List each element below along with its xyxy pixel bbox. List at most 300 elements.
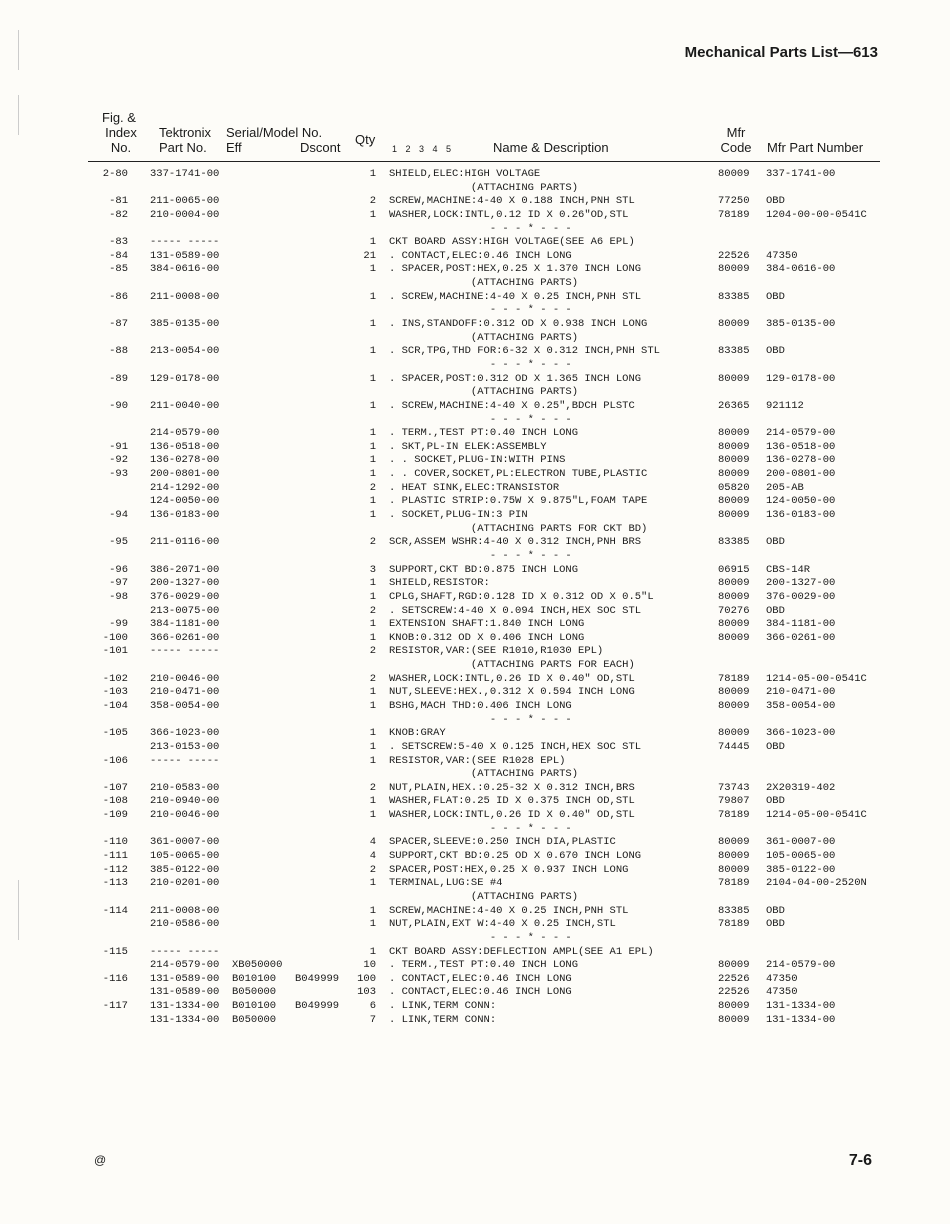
- cell-part-no: 211-0008-00: [150, 904, 220, 917]
- cell-description: - - - * - - -: [389, 358, 572, 371]
- table-row: [0, 959, 950, 973]
- cell-description: (ATTACHING PARTS FOR EACH): [389, 659, 635, 672]
- cell-description: WASHER,LOCK:INTL,0.26 ID X 0.40" OD,STL: [389, 672, 635, 685]
- cell-part-no: 136-0518-00: [150, 440, 220, 453]
- header-mfr-code: [718, 125, 754, 155]
- cell-qty: 1: [369, 440, 376, 453]
- cell-part-no: 211-0065-00: [150, 195, 220, 208]
- cell-mfr-part-number: 136-0278-00: [766, 454, 836, 467]
- cell-description: . CONTACT,ELEC:0.46 INCH LONG: [389, 986, 572, 999]
- cell-part-no: ----- -----: [150, 945, 220, 958]
- cell-description: . LINK,TERM CONN:: [389, 1000, 497, 1013]
- cell-description: TERMINAL,LUG:SE #4: [389, 877, 503, 890]
- cell-mfr-part-number: 136-0518-00: [766, 440, 836, 453]
- cell-part-no: 131-0589-00: [150, 972, 220, 985]
- header-qty: Qty: [355, 132, 376, 147]
- cell-part-no: 200-1327-00: [150, 577, 220, 590]
- cell-mfr-part-number: 124-0050-00: [766, 495, 836, 508]
- cell-mfr-code: 80009: [718, 699, 750, 712]
- cell-mfr-code: 80009: [718, 686, 750, 699]
- table-row: [0, 836, 950, 850]
- cell-index-no: -100: [102, 631, 128, 644]
- cell-mfr-code: 83385: [718, 536, 750, 549]
- cell-mfr-code: 78189: [718, 672, 750, 685]
- cell-description: SCREW,MACHINE:4-40 X 0.25 INCH,PNH STL: [389, 904, 629, 917]
- cell-description: BSHG,MACH THD:0.406 INCH LONG: [389, 699, 572, 712]
- cell-description: NUT,PLAIN,EXT W:4-40 X 0.25 INCH,STL: [389, 918, 616, 931]
- cell-part-no: 366-1023-00: [150, 727, 220, 740]
- cell-mfr-code: 79807: [718, 795, 750, 808]
- cell-mfr-part-number: 366-0261-00: [766, 631, 836, 644]
- cell-mfr-part-number: 385-0122-00: [766, 863, 836, 876]
- cell-description: . TERM.,TEST PT:0.40 INCH LONG: [389, 959, 579, 972]
- cell-part-no: 210-0583-00: [150, 781, 220, 794]
- cell-mfr-code: 80009: [718, 959, 750, 972]
- table-row: [0, 618, 950, 632]
- cell-mfr-code: 80009: [718, 1013, 750, 1026]
- cell-mfr-code: 05820: [718, 481, 750, 494]
- cell-description: . SETSCREW:5-40 X 0.125 INCH,HEX SOC STL: [389, 740, 642, 753]
- cell-description: CKT BOARD ASSY:DEFLECTION AMPL(SEE A1 EPL): [389, 945, 654, 958]
- cell-description: (ATTACHING PARTS): [389, 181, 579, 194]
- cell-qty: 1: [369, 509, 376, 522]
- table-row: [0, 877, 950, 891]
- table-row: [0, 591, 950, 605]
- cell-mfr-part-number: 105-0065-00: [766, 850, 836, 863]
- cell-index-no: -94: [109, 509, 128, 522]
- cell-qty: 1: [369, 577, 376, 590]
- cell-part-no: 124-0050-00: [150, 495, 220, 508]
- cell-description: (ATTACHING PARTS): [389, 768, 579, 781]
- cell-mfr-code: 22526: [718, 249, 750, 262]
- cell-mfr-code: 22526: [718, 972, 750, 985]
- table-row: [0, 291, 950, 305]
- cell-qty: 1: [369, 168, 376, 180]
- cell-description: NUT,PLAIN,HEX.:0.25-32 X 0.312 INCH,BRS: [389, 781, 635, 794]
- cell-part-no: 131-1334-00: [150, 1013, 220, 1026]
- cell-mfr-code: 80009: [718, 631, 750, 644]
- table-row: [0, 864, 950, 878]
- cell-index-no: -88: [109, 345, 128, 358]
- table-row: [0, 932, 950, 946]
- cell-description: - - - * - - -: [389, 222, 572, 235]
- header-tek-line2: Part No.: [159, 140, 207, 155]
- cell-part-no: ----- -----: [150, 645, 220, 658]
- cell-part-no: 213-0075-00: [150, 604, 220, 617]
- cell-qty: 2: [369, 195, 376, 208]
- cell-qty: 1: [369, 809, 376, 822]
- cell-part-no: 211-0116-00: [150, 536, 220, 549]
- cell-description: . SCREW,MACHINE:4-40 X 0.25 INCH,PNH STL: [389, 290, 642, 303]
- cell-mfr-part-number: 200-0801-00: [766, 468, 836, 481]
- cell-index-no: -97: [109, 577, 128, 590]
- header-name-description: Name & Description: [493, 140, 609, 155]
- cell-mfr-part-number: 376-0029-00: [766, 590, 836, 603]
- cell-description: . SPACER,POST:0.312 OD X 1.365 INCH LONG: [389, 372, 642, 385]
- table-row: [0, 946, 950, 960]
- cell-part-no: 358-0054-00: [150, 699, 220, 712]
- cell-part-no: 210-0586-00: [150, 918, 220, 931]
- cell-qty: 2: [369, 672, 376, 685]
- cell-mfr-code: 80009: [718, 263, 750, 276]
- cell-description: RESISTOR,VAR:(SEE R1028 EPL): [389, 754, 566, 767]
- cell-description: SUPPORT,CKT BD:0.875 INCH LONG: [389, 563, 579, 576]
- cell-description: . SKT,PL-IN ELEK:ASSEMBLY: [389, 440, 547, 453]
- cell-mfr-part-number: 337-1741-00: [766, 168, 836, 180]
- cell-index-no: -109: [102, 809, 128, 822]
- header-mfr-line2: Code: [720, 140, 752, 155]
- cell-part-no: 385-0135-00: [150, 318, 220, 331]
- table-row: [0, 536, 950, 550]
- cell-description: (ATTACHING PARTS): [389, 277, 579, 290]
- cell-mfr-part-number: 47350: [766, 986, 798, 999]
- table-row: [0, 605, 950, 619]
- cell-qty: 10: [363, 959, 376, 972]
- cell-index-no: -86: [109, 290, 128, 303]
- cell-qty: 6: [369, 1000, 376, 1013]
- cell-qty: 2: [369, 645, 376, 658]
- table-row: [0, 918, 950, 932]
- table-row: [0, 700, 950, 714]
- cell-part-no: 376-0029-00: [150, 590, 220, 603]
- cell-qty: 1: [369, 236, 376, 249]
- table-row: [0, 564, 950, 578]
- table-row: [0, 263, 950, 277]
- table-row: [0, 427, 950, 441]
- header-tek-line1: Tektronix: [159, 125, 212, 140]
- cell-mfr-part-number: OBD: [766, 795, 785, 808]
- cell-part-no: 210-0940-00: [150, 795, 220, 808]
- cell-part-no: 213-0054-00: [150, 345, 220, 358]
- cell-qty: 1: [369, 468, 376, 481]
- table-row: [0, 332, 950, 346]
- cell-qty: 1: [369, 290, 376, 303]
- table-row: [0, 277, 950, 291]
- cell-index-no: -103: [102, 686, 128, 699]
- cell-description: . SCR,TPG,THD FOR:6-32 X 0.312 INCH,PNH STL: [389, 345, 660, 358]
- cell-description: . SOCKET,PLUG-IN:3 PIN: [389, 509, 528, 522]
- table-row: [0, 741, 950, 755]
- cell-mfr-code: 06915: [718, 563, 750, 576]
- cell-index-no: -93: [109, 468, 128, 481]
- cell-index-no: -106: [102, 754, 128, 767]
- cell-description: SUPPORT,CKT BD:0.25 OD X 0.670 INCH LONG: [389, 850, 642, 863]
- cell-mfr-code: 83385: [718, 290, 750, 303]
- cell-mfr-part-number: 131-1334-00: [766, 1013, 836, 1026]
- cell-mfr-part-number: OBD: [766, 604, 785, 617]
- table-row: [0, 509, 950, 523]
- cell-mfr-code: 80009: [718, 850, 750, 863]
- table-row: [0, 755, 950, 769]
- table-row: [0, 673, 950, 687]
- table-row: [0, 686, 950, 700]
- cell-mfr-part-number: 1204-00-00-0541C: [766, 208, 867, 221]
- table-row: [0, 714, 950, 728]
- cell-part-no: 214-0579-00: [150, 959, 220, 972]
- cell-qty: 1: [369, 263, 376, 276]
- cell-part-no: 136-0183-00: [150, 509, 220, 522]
- table-row: [0, 645, 950, 659]
- cell-qty: 100: [357, 972, 376, 985]
- header-fig-line2: Index: [105, 125, 137, 140]
- cell-serial-eff: B010100: [232, 1000, 277, 1013]
- cell-description: SCREW,MACHINE:4-40 X 0.188 INCH,PNH STL: [389, 195, 635, 208]
- cell-index-no: -95: [109, 536, 128, 549]
- scan-edge-mark: [18, 30, 19, 70]
- cell-mfr-part-number: 361-0007-00: [766, 836, 836, 849]
- cell-description: . TERM.,TEST PT:0.40 INCH LONG: [389, 427, 579, 440]
- table-row: [0, 986, 950, 1000]
- header-fig-index: [96, 110, 146, 155]
- cell-qty: 7: [369, 1013, 376, 1026]
- cell-mfr-part-number: 1214-05-00-0541C: [766, 672, 867, 685]
- cell-index-no: -108: [102, 795, 128, 808]
- cell-mfr-code: 80009: [718, 440, 750, 453]
- cell-description: - - - * - - -: [389, 713, 572, 726]
- cell-description: (ATTACHING PARTS FOR CKT BD): [389, 522, 648, 535]
- header-mfr-line1: Mfr: [726, 125, 746, 140]
- cell-description: . PLASTIC STRIP:0.75W X 9.875"L,FOAM TAPE: [389, 495, 648, 508]
- header-serial-model: Serial/Model No.: [226, 125, 323, 140]
- cell-description: NUT,SLEEVE:HEX.,0.312 X 0.594 INCH LONG: [389, 686, 635, 699]
- table-row: [0, 768, 950, 782]
- cell-description: RESISTOR,VAR:(SEE R1010,R1030 EPL): [389, 645, 604, 658]
- cell-description: . . SOCKET,PLUG-IN:WITH PINS: [389, 454, 566, 467]
- cell-index-no: -116: [102, 972, 128, 985]
- table-row: [0, 209, 950, 223]
- cell-part-no: 105-0065-00: [150, 850, 220, 863]
- cell-index-no: -87: [109, 318, 128, 331]
- cell-qty: 1: [369, 618, 376, 631]
- table-row: [0, 195, 950, 209]
- cell-qty: 2: [369, 604, 376, 617]
- cell-index-no: -83: [109, 236, 128, 249]
- table-row: [0, 318, 950, 332]
- cell-description: . . COVER,SOCKET,PL:ELECTRON TUBE,PLASTIC: [389, 468, 648, 481]
- cell-index-no: -110: [102, 836, 128, 849]
- cell-part-no: 361-0007-00: [150, 836, 220, 849]
- cell-description: WASHER,LOCK:INTL,0.26 ID X 0.40" OD,STL: [389, 809, 635, 822]
- cell-mfr-code: 80009: [718, 468, 750, 481]
- cell-index-no: -82: [109, 208, 128, 221]
- cell-part-no: 131-0589-00: [150, 986, 220, 999]
- cell-index-no: -102: [102, 672, 128, 685]
- header-tek-part: [159, 125, 211, 155]
- cell-part-no: 200-0801-00: [150, 468, 220, 481]
- cell-mfr-code: 70276: [718, 604, 750, 617]
- cell-qty: 1: [369, 631, 376, 644]
- cell-index-no: -84: [109, 249, 128, 262]
- cell-index-no: -85: [109, 263, 128, 276]
- cell-part-no: 366-0261-00: [150, 631, 220, 644]
- cell-mfr-part-number: 210-0471-00: [766, 686, 836, 699]
- table-row: [0, 782, 950, 796]
- cell-part-no: ----- -----: [150, 754, 220, 767]
- table-row: [0, 168, 950, 182]
- cell-description: SHIELD,RESISTOR:: [389, 577, 490, 590]
- cell-description: SHIELD,ELEC:HIGH VOLTAGE: [389, 168, 541, 180]
- cell-description: . INS,STANDOFF:0.312 OD X 0.938 INCH LONG: [389, 318, 648, 331]
- cell-qty: 103: [357, 986, 376, 999]
- cell-serial-eff: XB050000: [232, 959, 283, 972]
- cell-qty: 1: [369, 318, 376, 331]
- cell-mfr-code: 78189: [718, 208, 750, 221]
- cell-part-no: 214-0579-00: [150, 427, 220, 440]
- table-row: [0, 223, 950, 237]
- cell-part-no: 385-0122-00: [150, 863, 220, 876]
- cell-index-no: -91: [109, 440, 128, 453]
- table-row: [0, 1014, 950, 1028]
- cell-description: WASHER,LOCK:INTL,0.12 ID X 0.26"OD,STL: [389, 208, 629, 221]
- cell-qty: 1: [369, 945, 376, 958]
- cell-qty: 1: [369, 372, 376, 385]
- table-row: [0, 482, 950, 496]
- cell-mfr-code: 80009: [718, 509, 750, 522]
- table-row: [0, 386, 950, 400]
- cell-mfr-part-number: 200-1327-00: [766, 577, 836, 590]
- cell-qty: 1: [369, 727, 376, 740]
- cell-qty: 1: [369, 345, 376, 358]
- cell-qty: 1: [369, 208, 376, 221]
- cell-serial-dscont: B049999: [295, 972, 340, 985]
- cell-mfr-part-number: 131-1334-00: [766, 1000, 836, 1013]
- table-row: [0, 905, 950, 919]
- table-row: [0, 400, 950, 414]
- cell-description: . SPACER,POST:HEX,0.25 X 1.370 INCH LONG: [389, 263, 642, 276]
- cell-mfr-code: 83385: [718, 345, 750, 358]
- scan-edge-mark: [18, 95, 19, 135]
- cell-index-no: -89: [109, 372, 128, 385]
- cell-mfr-code: 80009: [718, 168, 750, 180]
- header-rule: [88, 161, 880, 162]
- cell-serial-eff: B050000: [232, 986, 277, 999]
- cell-serial-eff: B010100: [232, 972, 277, 985]
- table-row: [0, 304, 950, 318]
- cell-qty: 2: [369, 536, 376, 549]
- cell-description: - - - * - - -: [389, 931, 572, 944]
- header-fig-line3: No.: [110, 140, 132, 155]
- cell-mfr-part-number: 2X20319-402: [766, 781, 836, 794]
- table-row: [0, 523, 950, 537]
- table-row: [0, 250, 950, 264]
- cell-qty: 1: [369, 399, 376, 412]
- cell-mfr-part-number: 47350: [766, 249, 798, 262]
- cell-mfr-part-number: 384-0616-00: [766, 263, 836, 276]
- cell-description: . LINK,TERM CONN:: [389, 1013, 497, 1026]
- cell-mfr-part-number: 205-AB: [766, 481, 804, 494]
- cell-index-no: -96: [109, 563, 128, 576]
- cell-description: EXTENSION SHAFT:1.840 INCH LONG: [389, 618, 585, 631]
- cell-mfr-code: 26365: [718, 399, 750, 412]
- cell-description: WASHER,FLAT:0.25 ID X 0.375 INCH OD,STL: [389, 795, 635, 808]
- cell-mfr-part-number: 366-1023-00: [766, 727, 836, 740]
- cell-qty: 1: [369, 904, 376, 917]
- cell-mfr-code: 78189: [718, 877, 750, 890]
- cell-mfr-code: 83385: [718, 904, 750, 917]
- table-row: [0, 236, 950, 250]
- cell-mfr-code: 22526: [718, 986, 750, 999]
- cell-mfr-part-number: 1214-05-00-0541C: [766, 809, 867, 822]
- cell-qty: 1: [369, 795, 376, 808]
- cell-part-no: 386-2071-00: [150, 563, 220, 576]
- cell-part-no: 337-1741-00: [150, 168, 220, 180]
- cell-mfr-code: 80009: [718, 836, 750, 849]
- cell-description: CPLG,SHAFT,RGD:0.128 ID X 0.312 OD X 0.5"L: [389, 590, 654, 603]
- cell-qty: 4: [369, 836, 376, 849]
- cell-part-no: 211-0040-00: [150, 399, 220, 412]
- cell-serial-dscont: B049999: [295, 1000, 340, 1013]
- cell-index-no: -101: [102, 645, 128, 658]
- cell-qty: 2: [369, 781, 376, 794]
- footer-mark: @: [94, 1153, 107, 1167]
- cell-index-no: -117: [102, 1000, 128, 1013]
- cell-description: KNOB:GRAY: [389, 727, 446, 740]
- cell-qty: 1: [369, 754, 376, 767]
- table-row: [0, 345, 950, 359]
- cell-index-no: -92: [109, 454, 128, 467]
- cell-description: (ATTACHING PARTS): [389, 331, 579, 344]
- table-row: [0, 632, 950, 646]
- cell-description: KNOB:0.312 OD X 0.406 INCH LONG: [389, 631, 585, 644]
- cell-qty: 1: [369, 740, 376, 753]
- cell-part-no: 131-0589-00: [150, 249, 220, 262]
- cell-description: - - - * - - -: [389, 413, 572, 426]
- cell-description: CKT BOARD ASSY:HIGH VOLTAGE(SEE A6 EPL): [389, 236, 635, 249]
- header-eff: Eff: [226, 140, 242, 155]
- cell-mfr-part-number: 129-0178-00: [766, 372, 836, 385]
- cell-qty: 21: [363, 249, 376, 262]
- cell-serial-eff: B050000: [232, 1013, 277, 1026]
- cell-index-no: -98: [109, 590, 128, 603]
- table-row: [0, 454, 950, 468]
- cell-description: - - - * - - -: [389, 549, 572, 562]
- cell-qty: 2: [369, 481, 376, 494]
- cell-part-no: 213-0153-00: [150, 740, 220, 753]
- cell-index-no: 2-80: [102, 168, 128, 180]
- cell-mfr-code: 80009: [718, 495, 750, 508]
- cell-qty: 1: [369, 495, 376, 508]
- cell-mfr-part-number: 384-1181-00: [766, 618, 836, 631]
- cell-part-no: 210-0201-00: [150, 877, 220, 890]
- table-row: [0, 441, 950, 455]
- cell-part-no: 210-0471-00: [150, 686, 220, 699]
- cell-mfr-code: 80009: [718, 577, 750, 590]
- cell-mfr-part-number: 214-0579-00: [766, 959, 836, 972]
- cell-qty: 2: [369, 863, 376, 876]
- cell-part-no: 384-1181-00: [150, 618, 220, 631]
- cell-description: (ATTACHING PARTS): [389, 890, 579, 903]
- cell-mfr-code: 73743: [718, 781, 750, 794]
- table-row: [0, 823, 950, 837]
- cell-mfr-code: 80009: [718, 427, 750, 440]
- cell-qty: 1: [369, 918, 376, 931]
- table-row: [0, 809, 950, 823]
- cell-mfr-code: 80009: [718, 727, 750, 740]
- cell-mfr-part-number: 358-0054-00: [766, 699, 836, 712]
- cell-description: SPACER,SLEEVE:0.250 INCH DIA,PLASTIC: [389, 836, 616, 849]
- cell-mfr-code: 80009: [718, 863, 750, 876]
- cell-mfr-part-number: 2104-04-00-2520N: [766, 877, 867, 890]
- cell-index-no: -90: [109, 399, 128, 412]
- table-row: [0, 373, 950, 387]
- cell-mfr-part-number: OBD: [766, 904, 785, 917]
- cell-description: - - - * - - -: [389, 304, 572, 317]
- cell-index-no: -114: [102, 904, 128, 917]
- cell-index-no: -113: [102, 877, 128, 890]
- cell-mfr-code: 80009: [718, 372, 750, 385]
- cell-part-no: 131-1334-00: [150, 1000, 220, 1013]
- cell-mfr-part-number: 921112: [766, 399, 804, 412]
